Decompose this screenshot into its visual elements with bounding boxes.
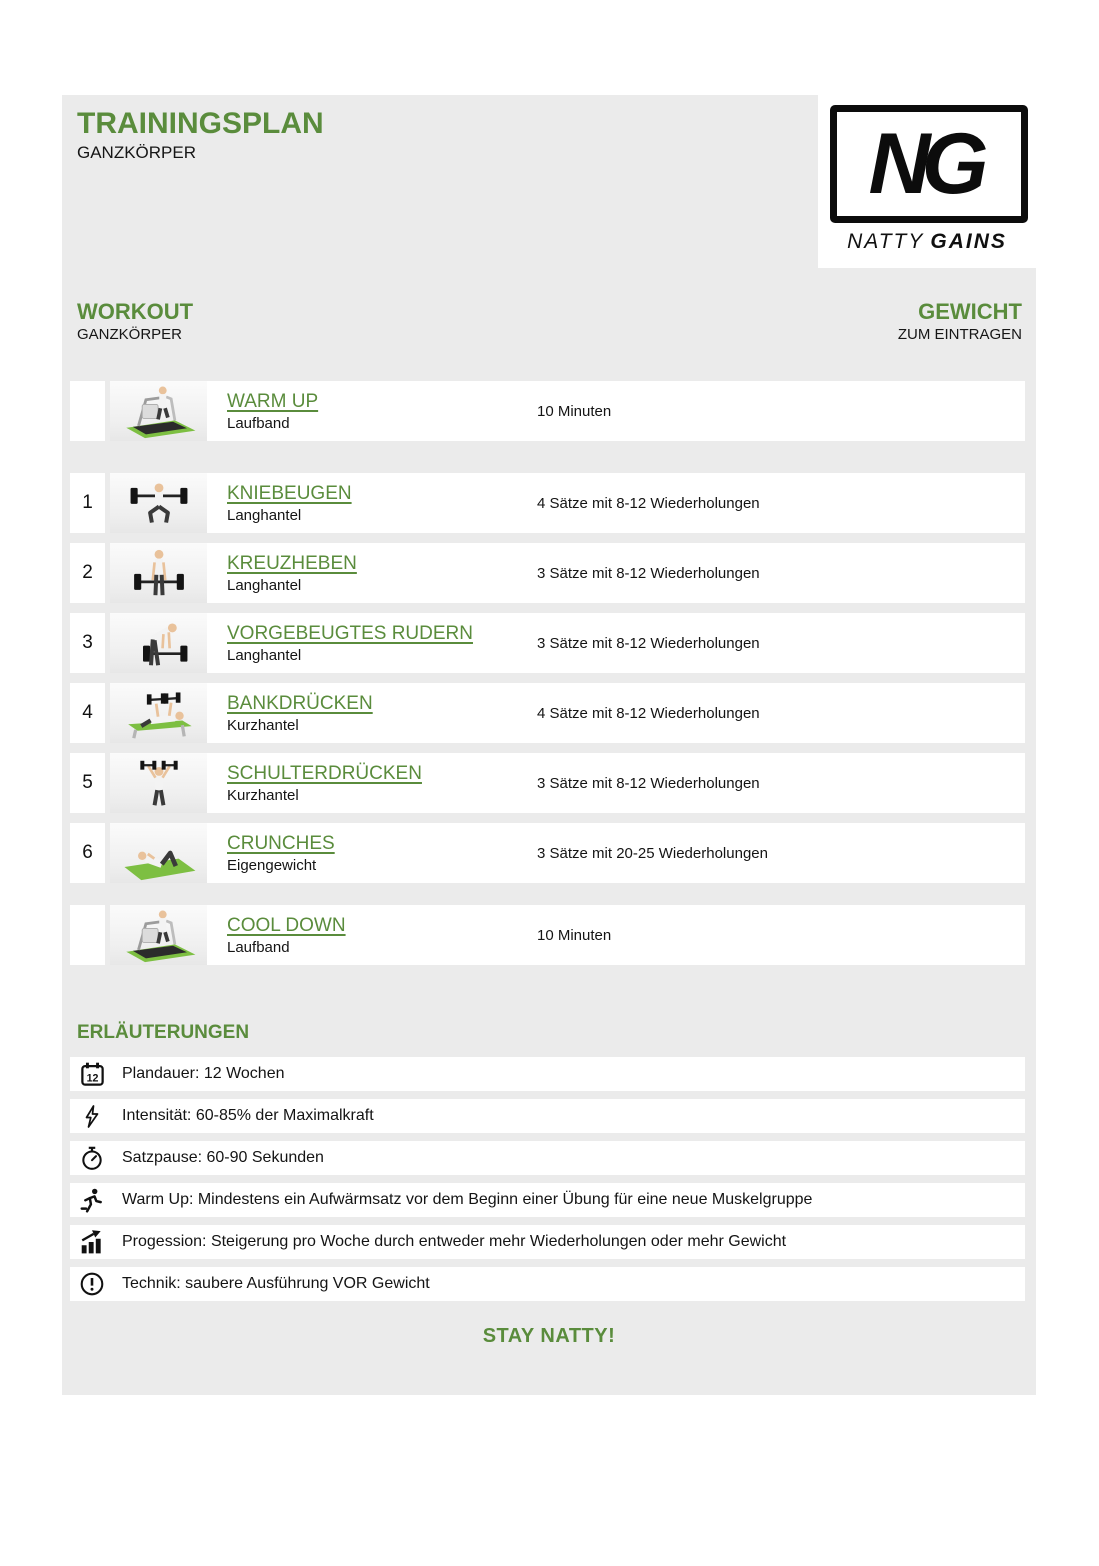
notes-heading: ERLÄUTERUNGEN xyxy=(77,1022,250,1043)
brand-logo-box xyxy=(830,105,1028,223)
brand-name xyxy=(818,230,1036,254)
note-row xyxy=(70,1225,1025,1259)
note-text: Satzpause: 60-90 Sekunden xyxy=(122,1149,324,1166)
runner-icon xyxy=(78,1186,106,1214)
note-row xyxy=(70,1057,1025,1091)
exercise-title-link[interactable]: BANKDRÜCKEN xyxy=(227,692,373,714)
exercise-title-link[interactable]: VORGEBEUGTES RUDERN xyxy=(227,622,473,644)
exercise-number: 5 xyxy=(82,772,93,793)
note-text: Progession: Steigerung pro Woche durch entweder mehr Wiederholungen oder mehr Gewicht xyxy=(122,1233,787,1250)
exercise-number: 1 xyxy=(82,492,93,513)
calendar-icon xyxy=(78,1060,106,1088)
exercise-row-warmup xyxy=(70,381,1025,441)
exercise-row-3 xyxy=(70,613,1025,673)
exercise-info xyxy=(207,905,537,965)
gewicht-column-subtitle: ZUM EINTRAGEN xyxy=(897,326,1022,343)
shoulder-press-icon xyxy=(110,753,207,813)
document-header xyxy=(62,95,1036,268)
progress-chart-icon xyxy=(78,1228,106,1256)
exercise-number: 3 xyxy=(82,632,93,653)
treadmill-icon xyxy=(110,905,207,965)
ng-monogram-icon: NG xyxy=(868,116,980,212)
exercise-info xyxy=(207,381,537,441)
exercise-sets-reps: 3 Sätze mit 8-12 Wiederholungen xyxy=(537,564,760,582)
stopwatch-icon xyxy=(78,1144,106,1172)
exercise-info xyxy=(207,613,537,673)
exercise-equipment: Langhantel xyxy=(227,646,302,664)
note-text: Technik: saubere Ausführung VOR Gewicht xyxy=(122,1275,430,1292)
exercise-equipment: Eigengewicht xyxy=(227,856,317,874)
exercise-number: 4 xyxy=(82,702,93,723)
exercise-number xyxy=(70,381,105,441)
exercise-title-link[interactable]: KREUZHEBEN xyxy=(227,552,357,574)
workout-column-header xyxy=(77,300,193,343)
lightning-icon xyxy=(78,1102,106,1130)
exercise-info xyxy=(207,823,537,883)
note-text: Intensität: 60-85% der Maximalkraft xyxy=(122,1107,374,1124)
brand-name-light: NATTY xyxy=(847,230,925,253)
bent-over-row-icon xyxy=(110,613,207,673)
treadmill-icon xyxy=(110,381,207,441)
brand-logo xyxy=(818,95,1036,268)
note-text: Warm Up: Mindestens ein Aufwärmsatz vor dem Beginn einer Übung für eine neue Muskelgruppe xyxy=(122,1191,813,1208)
exercise-title-link[interactable]: COOL DOWN xyxy=(227,914,346,936)
gewicht-column-title: GEWICHT xyxy=(918,299,1022,324)
exercise-sets-reps: 10 Minuten xyxy=(537,402,612,420)
exercise-title-link[interactable]: KNIEBEUGEN xyxy=(227,482,352,504)
table-column-headers xyxy=(62,268,1036,343)
svg-text:12: 12 xyxy=(86,1071,98,1084)
exercise-row-4 xyxy=(70,683,1025,743)
exercise-row-6 xyxy=(70,823,1025,883)
note-row xyxy=(70,1141,1025,1175)
workout-column-title: WORKOUT xyxy=(77,299,194,324)
exercise-info xyxy=(207,473,537,533)
exercise-info xyxy=(207,543,537,603)
exercise-number: 2 xyxy=(82,562,93,583)
exercise-sets-reps: 3 Sätze mit 8-12 Wiederholungen xyxy=(537,774,760,792)
note-row xyxy=(70,1267,1025,1301)
workout-column-subtitle: GANZKÖRPER xyxy=(77,326,183,343)
exercise-equipment: Laufband xyxy=(227,938,290,956)
exercise-info xyxy=(207,683,537,743)
notes-list xyxy=(62,1057,1036,1301)
note-row xyxy=(70,1099,1025,1133)
exercise-sets-reps: 4 Sätze mit 8-12 Wiederholungen xyxy=(537,704,760,722)
footer-slogan: STAY NATTY! xyxy=(482,1325,616,1347)
exercise-sets-reps: 4 Sätze mit 8-12 Wiederholungen xyxy=(537,494,760,512)
exercise-equipment: Laufband xyxy=(227,414,290,432)
brand-name-bold: GAINS xyxy=(930,230,1007,253)
trainingsplan-page xyxy=(62,95,1036,1395)
warning-icon xyxy=(78,1270,106,1298)
bench-press-icon xyxy=(110,683,207,743)
exercise-row-2 xyxy=(70,543,1025,603)
note-text: Plandauer: 12 Wochen xyxy=(122,1065,285,1082)
exercise-row-1 xyxy=(70,473,1025,533)
crunches-icon xyxy=(110,823,207,883)
gewicht-column-header xyxy=(898,300,1022,343)
exercise-title-link[interactable]: SCHULTERDRÜCKEN xyxy=(227,762,422,784)
page-title: TRAININGSPLAN xyxy=(77,107,324,140)
exercise-row-cooldown xyxy=(70,905,1025,965)
exercise-number xyxy=(70,905,105,965)
deadlift-icon xyxy=(110,543,207,603)
exercise-sets-reps: 3 Sätze mit 8-12 Wiederholungen xyxy=(537,634,760,652)
note-row xyxy=(70,1183,1025,1217)
exercise-row-5 xyxy=(70,753,1025,813)
exercise-title-link[interactable]: CRUNCHES xyxy=(227,832,335,854)
exercise-info xyxy=(207,753,537,813)
page-subtitle: GANZKÖRPER xyxy=(77,143,197,162)
exercise-title-link[interactable]: WARM UP xyxy=(227,390,319,412)
exercise-sets-reps: 10 Minuten xyxy=(537,926,612,944)
exercise-equipment: Kurzhantel xyxy=(227,786,299,804)
exercise-equipment: Langhantel xyxy=(227,506,302,524)
exercise-sets-reps: 3 Sätze mit 20-25 Wiederholungen xyxy=(537,844,768,862)
exercise-number: 6 xyxy=(82,842,93,863)
exercise-table xyxy=(62,381,1036,965)
exercise-equipment: Kurzhantel xyxy=(227,716,299,734)
barbell-squat-icon xyxy=(110,473,207,533)
exercise-equipment: Langhantel xyxy=(227,576,302,594)
